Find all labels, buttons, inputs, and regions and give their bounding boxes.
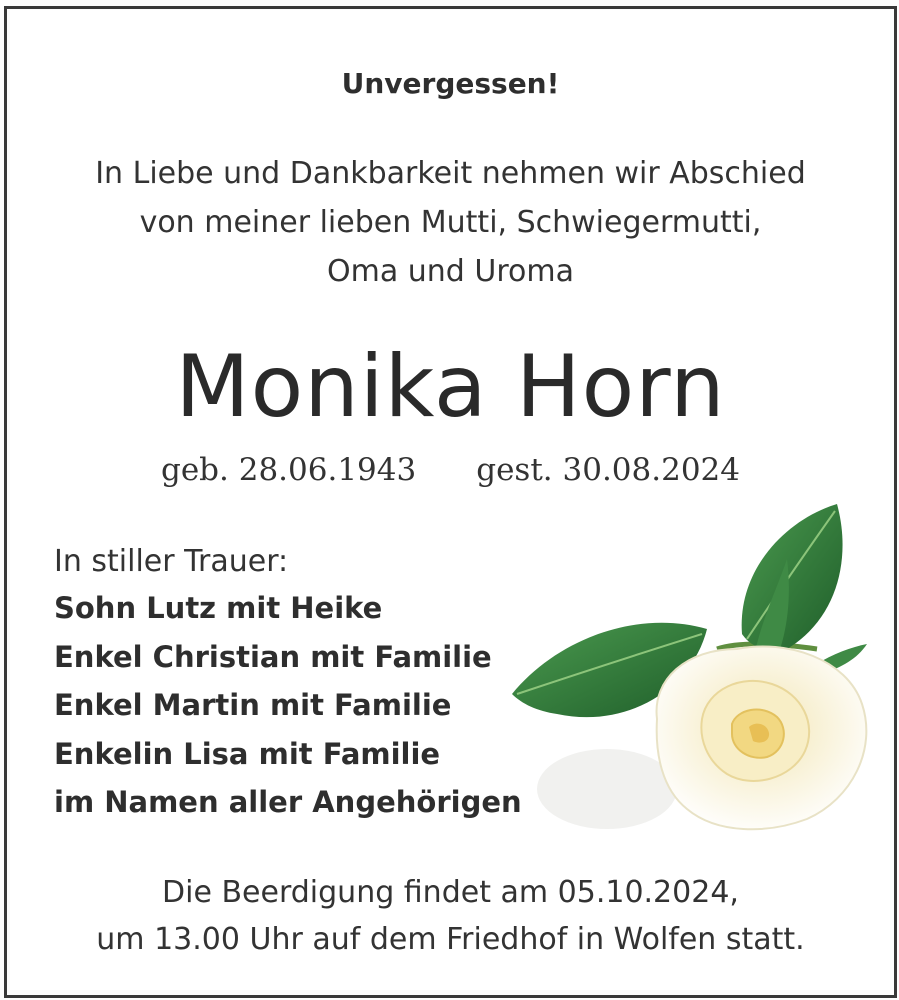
life-dates xyxy=(7,452,894,488)
intro-line: In Liebe und Dankbarkeit nehmen wir Abschied xyxy=(95,156,806,191)
birth-date: geb. 28.06.1943 xyxy=(160,452,417,488)
deceased-name: Monika Horn xyxy=(175,337,726,437)
mourners-intro: In stiller Trauer: xyxy=(54,544,289,579)
funeral-line: um 13.00 Uhr auf dem Friedhof in Wolfen statt. xyxy=(96,922,805,957)
heading: Unvergessen! xyxy=(341,67,560,100)
white-rose-icon xyxy=(487,489,887,879)
funeral-line: Die Beerdigung findet am 05.10.2024, xyxy=(162,875,739,910)
mourners xyxy=(54,540,522,827)
death-date: gest. 30.08.2024 xyxy=(476,452,740,488)
mourners-list xyxy=(54,584,522,827)
mourner-item: Enkelin Lisa mit Familie xyxy=(54,736,441,771)
intro-line: von meiner lieben Mutti, Schwiegermutti, xyxy=(139,205,762,240)
mourner-item: Sohn Lutz mit Heike xyxy=(54,591,383,625)
intro-line: Oma und Uroma xyxy=(327,254,574,289)
mourner-item: Enkel Martin mit Familie xyxy=(54,688,452,722)
funeral-info xyxy=(7,869,894,963)
mourner-item: im Namen aller Angehörigen xyxy=(54,785,522,819)
intro-text xyxy=(7,149,894,296)
mourner-item: Enkel Christian mit Familie xyxy=(54,639,492,674)
obituary-card xyxy=(4,6,897,998)
